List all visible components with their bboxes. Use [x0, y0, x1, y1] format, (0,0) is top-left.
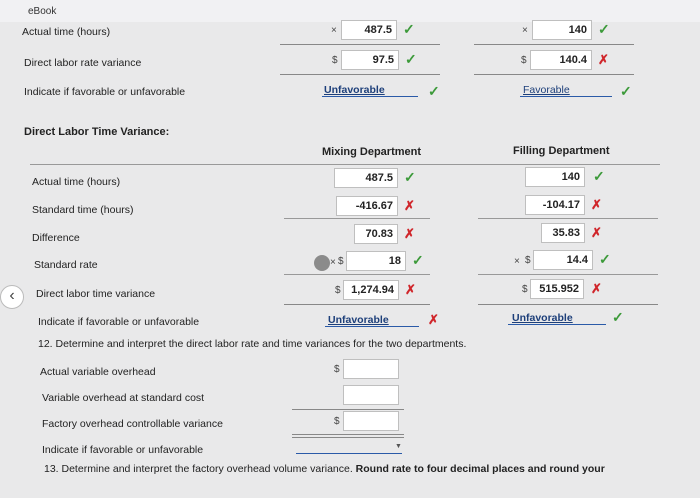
dollar-symbol: $ [522, 284, 528, 295]
divider [292, 409, 404, 410]
standard-overhead-input[interactable] [343, 385, 399, 405]
incorrect-x-icon: ✗ [591, 225, 602, 240]
time-mixing-variance-input[interactable]: 1,274.94 [343, 280, 399, 300]
controllable-variance-input[interactable] [343, 411, 399, 431]
correct-check-icon: ✓ [404, 169, 416, 185]
time-filling-favorability-select[interactable]: Unfavorable [512, 312, 573, 324]
incorrect-x-icon: ✗ [591, 197, 602, 212]
incorrect-x-icon: ✗ [591, 281, 602, 296]
divider [478, 274, 658, 275]
times-symbol: × [522, 25, 528, 36]
divider [478, 218, 658, 219]
time-filling-difference-input[interactable]: 35.83 [541, 223, 585, 243]
time-mixing-favorability-select[interactable]: Unfavorable [328, 314, 389, 326]
dollar-symbol: $ [334, 416, 340, 427]
correct-check-icon: ✓ [403, 21, 415, 37]
chevron-down-icon: ▼ [395, 443, 402, 450]
correct-check-icon: ✓ [405, 51, 417, 67]
time-standard-label: Standard time (hours) [32, 204, 134, 216]
time-standard-rate-label: Standard rate [34, 259, 98, 271]
controllable-variance-label: Factory overhead controllable variance [42, 418, 223, 430]
correct-check-icon: ✓ [428, 83, 440, 99]
divider [474, 44, 634, 45]
question-13-text: 13. Determine and interpret the factory overhead volume variance. Round rate to four decimal places and round your [44, 463, 605, 475]
dollar-symbol: $ [525, 255, 531, 266]
divider [292, 434, 404, 435]
time-mixing-difference-input[interactable]: 70.83 [354, 224, 398, 244]
incorrect-x-icon: ✗ [404, 198, 415, 213]
question-12-text: 12. Determine and interpret the direct labor rate and time variances for the two departments. [38, 338, 467, 350]
correct-check-icon: ✓ [598, 21, 610, 37]
actual-overhead-label: Actual variable overhead [40, 366, 156, 378]
rate-mixing-favorability-select[interactable]: Unfavorable [324, 84, 385, 96]
rate-filling-actual-time-input[interactable]: 140 [532, 20, 592, 40]
time-actual-label: Actual time (hours) [32, 176, 121, 188]
standard-overhead-label: Variable overhead at standard cost [42, 392, 205, 404]
divider [474, 74, 634, 75]
mixing-department-header: Mixing Department [322, 146, 422, 158]
rate-favorable-label: Indicate if favorable or unfavorable [24, 86, 186, 98]
times-symbol: × [330, 257, 336, 268]
time-filling-actual-input[interactable]: 140 [525, 167, 585, 187]
times-symbol: × [514, 256, 520, 267]
time-filling-rate-input[interactable]: 14.4 [533, 250, 593, 270]
dollar-symbol: $ [335, 285, 341, 296]
actual-overhead-input[interactable] [343, 359, 399, 379]
incorrect-x-icon: ✗ [428, 312, 439, 327]
rate-mixing-variance-input[interactable]: 97.5 [341, 50, 399, 70]
time-mixing-actual-input[interactable]: 487.5 [334, 168, 398, 188]
correct-check-icon: ✓ [612, 309, 624, 325]
time-mixing-rate-input[interactable]: 18 [346, 251, 406, 271]
table-header-divider [30, 164, 660, 165]
select-underline [520, 96, 612, 97]
filling-department-header: Filling Department [513, 145, 610, 157]
times-symbol: × [331, 25, 337, 36]
select-underline [325, 326, 419, 327]
incorrect-x-icon: ✗ [598, 52, 609, 67]
divider [292, 437, 404, 438]
incorrect-x-icon: ✗ [405, 282, 416, 297]
divider [478, 304, 658, 305]
divider [280, 44, 440, 45]
previous-page-button[interactable]: ‹ [0, 285, 24, 309]
rate-filling-variance-input[interactable]: 140.4 [530, 50, 592, 70]
time-mixing-standard-input[interactable]: -416.67 [336, 196, 398, 216]
rate-filling-favorability-select[interactable]: Favorable [523, 84, 570, 96]
time-difference-label: Difference [32, 232, 80, 244]
correct-check-icon: ✓ [599, 251, 611, 267]
correct-check-icon: ✓ [593, 168, 605, 184]
time-variance-label: Direct labor time variance [36, 288, 156, 300]
time-filling-variance-input[interactable]: 515.952 [530, 279, 584, 299]
rate-variance-label: Direct labor rate variance [24, 57, 142, 69]
divider [284, 304, 430, 305]
dollar-symbol: $ [338, 256, 344, 267]
cursor-indicator [314, 255, 330, 271]
select-underline [322, 96, 418, 97]
dollar-symbol: $ [521, 55, 527, 66]
rate-mixing-actual-time-input[interactable]: 487.5 [341, 20, 397, 40]
time-filling-standard-input[interactable]: -104.17 [525, 195, 585, 215]
divider [284, 274, 430, 275]
ebook-label[interactable]: eBook [28, 6, 57, 17]
time-variance-title: Direct Labor Time Variance: [24, 126, 170, 138]
select-underline [508, 324, 606, 325]
correct-check-icon: ✓ [412, 252, 424, 268]
correct-check-icon: ✓ [620, 83, 632, 99]
dollar-symbol: $ [334, 364, 340, 375]
ebook-topbar [0, 0, 700, 22]
divider [284, 218, 430, 219]
rate-actual-time-label: Actual time (hours) [22, 26, 111, 38]
dollar-symbol: $ [332, 55, 338, 66]
overhead-favorability-select[interactable] [296, 440, 402, 454]
incorrect-x-icon: ✗ [404, 226, 415, 241]
divider [280, 74, 440, 75]
overhead-favorable-label: Indicate if favorable or unfavorable [42, 444, 204, 456]
time-favorable-label: Indicate if favorable or unfavorable [38, 316, 200, 328]
